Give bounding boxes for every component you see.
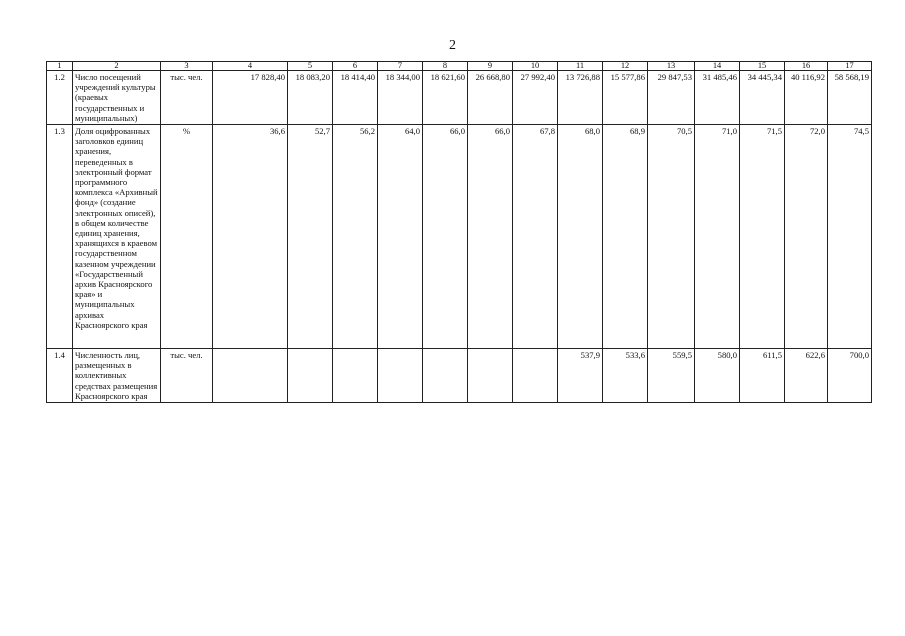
value-cell: 700,0 bbox=[828, 349, 872, 403]
value-cell: 71,5 bbox=[740, 125, 785, 349]
value-cell: 66,0 bbox=[468, 125, 513, 349]
value-cell: 71,0 bbox=[695, 125, 740, 349]
value-cell: 26 668,80 bbox=[468, 71, 513, 125]
value-cell: 29 847,53 bbox=[648, 71, 695, 125]
value-cell: 70,5 bbox=[648, 125, 695, 349]
column-header: 2 bbox=[73, 62, 161, 71]
value-cell: 64,0 bbox=[378, 125, 423, 349]
value-cell: 18 621,60 bbox=[423, 71, 468, 125]
value-cell: 18 344,00 bbox=[378, 71, 423, 125]
column-header: 17 bbox=[828, 62, 872, 71]
value-cell: 18 083,20 bbox=[288, 71, 333, 125]
table-row bbox=[47, 349, 872, 403]
value-cell bbox=[333, 349, 378, 403]
value-cell: 74,5 bbox=[828, 125, 872, 349]
value-cell: 622,6 bbox=[785, 349, 828, 403]
value-cell: 559,5 bbox=[648, 349, 695, 403]
column-header: 4 bbox=[213, 62, 288, 71]
row-number-cell: 1.4 bbox=[47, 349, 73, 403]
value-cell: 34 445,34 bbox=[740, 71, 785, 125]
column-header: 14 bbox=[695, 62, 740, 71]
value-cell: 13 726,88 bbox=[558, 71, 603, 125]
indicator-description-cell: Численность лиц, размещенных в коллективных средствах размещения Красноярского края bbox=[73, 349, 161, 403]
column-header: 12 bbox=[603, 62, 648, 71]
value-cell: 17 828,40 bbox=[213, 71, 288, 125]
value-cell: 40 116,92 bbox=[785, 71, 828, 125]
column-header: 1 bbox=[47, 62, 73, 71]
value-cell: 56,2 bbox=[333, 125, 378, 349]
column-header: 6 bbox=[333, 62, 378, 71]
value-cell bbox=[378, 349, 423, 403]
indicator-description-cell: Доля оцифрованных заголовков единиц хранения, переведенных в электронный формат программного комплекса «Архивный фонд» (создание электронных описей), в общем количестве единиц хранения, хранящихся в краевом государственном казенном учреждении «Государственный архив Красноярского края» и муниципальных архивах Красноярского края bbox=[73, 125, 161, 349]
value-cell: 52,7 bbox=[288, 125, 333, 349]
value-cell: 58 568,19 bbox=[828, 71, 872, 125]
indicators-table bbox=[46, 61, 872, 403]
column-header: 13 bbox=[648, 62, 695, 71]
column-header: 5 bbox=[288, 62, 333, 71]
column-header: 10 bbox=[513, 62, 558, 71]
row-number-cell: 1.3 bbox=[47, 125, 73, 349]
column-header: 15 bbox=[740, 62, 785, 71]
value-cell: 68,9 bbox=[603, 125, 648, 349]
indicator-description-cell: Число посещений учреждений культуры (краевых государственных и муниципальных) bbox=[73, 71, 161, 125]
value-cell: 67,8 bbox=[513, 125, 558, 349]
header-row bbox=[47, 62, 872, 71]
value-cell: 18 414,40 bbox=[333, 71, 378, 125]
table-body bbox=[47, 71, 872, 403]
value-cell: 537,9 bbox=[558, 349, 603, 403]
value-cell bbox=[423, 349, 468, 403]
page-number: 2 bbox=[449, 38, 456, 53]
column-header: 11 bbox=[558, 62, 603, 71]
unit-cell: % bbox=[161, 125, 213, 349]
value-cell: 36,6 bbox=[213, 125, 288, 349]
value-cell: 533,6 bbox=[603, 349, 648, 403]
value-cell bbox=[288, 349, 333, 403]
row-number-cell: 1.2 bbox=[47, 71, 73, 125]
value-cell: 72,0 bbox=[785, 125, 828, 349]
unit-cell: тыс. чел. bbox=[161, 349, 213, 403]
value-cell bbox=[213, 349, 288, 403]
value-cell bbox=[513, 349, 558, 403]
column-header: 16 bbox=[785, 62, 828, 71]
value-cell: 27 992,40 bbox=[513, 71, 558, 125]
table-row bbox=[47, 71, 872, 125]
value-cell: 66,0 bbox=[423, 125, 468, 349]
column-header: 7 bbox=[378, 62, 423, 71]
value-cell: 31 485,46 bbox=[695, 71, 740, 125]
value-cell: 15 577,86 bbox=[603, 71, 648, 125]
unit-cell: тыс. чел. bbox=[161, 71, 213, 125]
value-cell: 611,5 bbox=[740, 349, 785, 403]
value-cell: 580,0 bbox=[695, 349, 740, 403]
column-header: 9 bbox=[468, 62, 513, 71]
value-cell: 68,0 bbox=[558, 125, 603, 349]
table-row bbox=[47, 125, 872, 349]
column-header: 3 bbox=[161, 62, 213, 71]
value-cell bbox=[468, 349, 513, 403]
column-header: 8 bbox=[423, 62, 468, 71]
